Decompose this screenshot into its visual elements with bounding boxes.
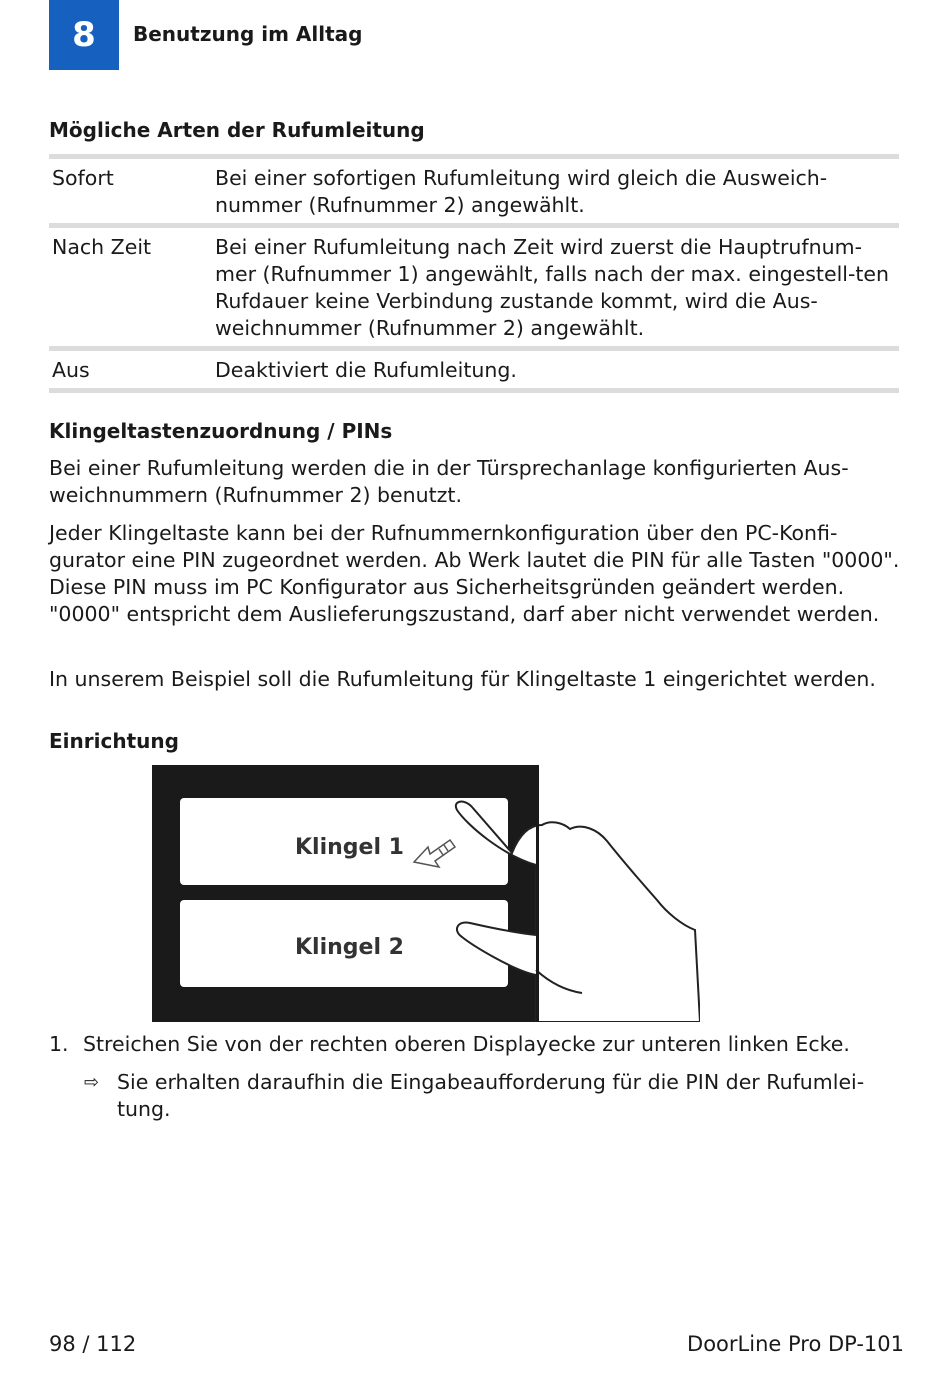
table-row bbox=[49, 228, 899, 351]
chapter-number-badge: 8 bbox=[49, 0, 119, 70]
chapter-title: Benutzung im Alltag bbox=[133, 22, 363, 46]
table-description: Bei einer sofortigen Rufumleitung wird gleich die Ausweich-nummer (Rufnummer 2) angewählt. bbox=[215, 166, 828, 217]
table-description: Deaktiviert die Rufumleitung. bbox=[215, 358, 517, 382]
section-heading-call-forwarding-types: Mögliche Arten der Rufumleitung bbox=[49, 118, 425, 142]
table-term: Sofort bbox=[52, 166, 114, 190]
paragraph-forwarding-numbers: Bei einer Rufumleitung werden die in der Türsprechanlage konfigurierten Aus-weichnummern (Rufnummer 2) benutzt. bbox=[49, 456, 849, 507]
step-number: 1. bbox=[49, 1032, 69, 1056]
section-heading-setup: Einrichtung bbox=[49, 729, 179, 753]
product-name: DoorLine Pro DP-101 bbox=[687, 1332, 904, 1356]
swipe-gesture-illustration bbox=[152, 765, 700, 1022]
forwarding-types-table bbox=[49, 154, 899, 393]
table-description: Bei einer Rufumleitung nach Zeit wird zuerst die Hauptrufnum-mer (Rufnummer 1) angewählt, falls nach der max. eingestell-ten Rufdauer keine Verbindung zustande kommt, wird die Aus-weichnummer (Rufnummer 2) angewählt. bbox=[215, 235, 890, 340]
klingel-2-label: Klingel 2 bbox=[295, 935, 404, 960]
klingel-1-label: Klingel 1 bbox=[295, 835, 404, 860]
section-heading-pins: Klingeltastenzuordnung / PINs bbox=[49, 419, 393, 443]
table-row bbox=[49, 351, 899, 393]
step-text: Streichen Sie von der rechten oberen Displayecke zur unteren linken Ecke. bbox=[83, 1032, 850, 1056]
paragraph-pin-info: Jeder Klingeltaste kann bei der Rufnummernkonfiguration über den PC-Konfi-gurator eine PIN zugeordnet werden. Ab Werk lautet die PIN für alle Tasten "0000". Diese PIN muss im PC Konfigurator aus Sicherheitsgründen geändert werden. "0000" entspricht dem Auslieferungszustand, darf aber nicht verwendet werden. bbox=[49, 521, 900, 626]
step-result-text: Sie erhalten daraufhin die Eingabeaufforderung für die PIN der Rufumlei-tung. bbox=[117, 1070, 865, 1121]
page-number: 98 / 112 bbox=[49, 1332, 137, 1356]
paragraph-example: In unserem Beispiel soll die Rufumleitung für Klingeltaste 1 eingerichtet werden. bbox=[49, 667, 876, 691]
table-term: Aus bbox=[52, 358, 90, 382]
table-row bbox=[49, 159, 899, 228]
result-arrow-icon: ⇨ bbox=[84, 1072, 100, 1093]
table-term: Nach Zeit bbox=[52, 235, 152, 259]
